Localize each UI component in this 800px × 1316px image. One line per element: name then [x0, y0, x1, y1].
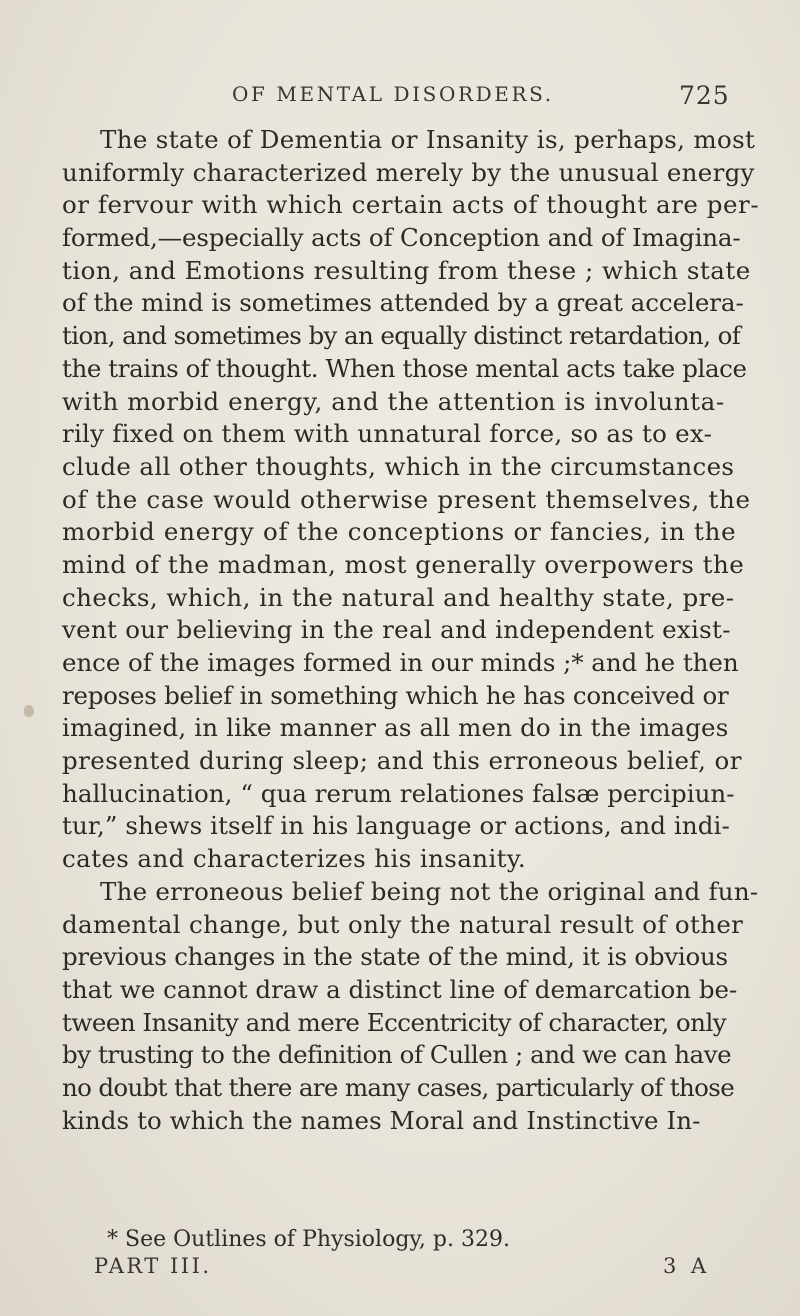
- text-line: reposes belief in something which he has conceived or: [62, 680, 729, 710]
- text-line: or fervour with which certain acts of thought are per-: [62, 190, 760, 220]
- page-footer: [0, 1254, 800, 1284]
- text-line: by trusting to the definition of Cullen ; and we can have: [62, 1040, 732, 1070]
- text-line: tion, and Emotions resulting from these ; which state: [62, 255, 751, 285]
- text-line: previous changes in the state of the mind, it is obvious: [62, 942, 728, 972]
- text-line: formed,—especially acts of Conception and of Imagina-: [62, 223, 741, 253]
- text-line: tur,” shews itself in his language or actions, and indi-: [62, 811, 730, 841]
- text-line: tween Insanity and mere Eccentricity of character, only: [62, 1007, 727, 1037]
- text-line: that we cannot draw a distinct line of demarcation be-: [62, 974, 738, 1004]
- text-line: checks, which, in the natural and healthy state, pre-: [62, 582, 735, 612]
- footnote: * See Outlines of Physiology, p. 329.: [107, 1227, 510, 1252]
- paper-stain: [24, 705, 34, 717]
- text-line: of the case would otherwise present themselves, the: [62, 484, 751, 514]
- text-line: imagined, in like manner as all men do in the images: [62, 713, 729, 743]
- text-line: clude all other thoughts, which in the circumstances: [62, 451, 735, 481]
- text-line: hallucination, “ qua rerum relationes falsæ percipiun-: [62, 778, 735, 808]
- text-line: kinds to which the names Moral and Instinctive In-: [62, 1105, 701, 1135]
- text-line: cates and characterizes his insanity.: [62, 844, 527, 874]
- text-line: of the mind is sometimes attended by a great accelera-: [62, 288, 744, 318]
- body-text: [62, 124, 800, 1137]
- text-line: rily fixed on them with unnatural force, so as to ex-: [62, 419, 713, 449]
- running-head: OF MENTAL DISORDERS.: [232, 82, 554, 106]
- text-line: The state of Dementia or Insanity is, perhaps, most: [100, 125, 756, 154]
- page-number: 725: [679, 81, 730, 110]
- text-line: presented during sleep; and this erroneous belief, or: [62, 746, 742, 776]
- text-line: vent our believing in the real and independent exist-: [62, 615, 731, 645]
- text-line: with morbid energy, and the attention is involunta-: [62, 386, 725, 416]
- text-line: The erroneous belief being not the original and fun-: [100, 876, 759, 906]
- text-line: uniformly characterized merely by the unusual energy: [62, 157, 755, 187]
- text-line: morbid energy of the conceptions or fancies, in the: [62, 517, 737, 547]
- text-line: mind of the madman, most generally overpowers the: [62, 549, 745, 579]
- text-line: no doubt that there are many cases, particularly of those: [62, 1072, 735, 1102]
- signature-mark: 3 A: [663, 1254, 711, 1278]
- text-line: ence of the images formed in our minds ;* and he then: [62, 648, 739, 677]
- page-header: [0, 82, 800, 112]
- text-line: tion, and sometimes by an equally distinct retardation, of: [62, 321, 741, 351]
- text-line: damental change, but only the natural result of other: [62, 909, 744, 939]
- text-line: the trains of thought. When those mental acts take place: [62, 353, 747, 383]
- part-label: PART III.: [94, 1254, 212, 1278]
